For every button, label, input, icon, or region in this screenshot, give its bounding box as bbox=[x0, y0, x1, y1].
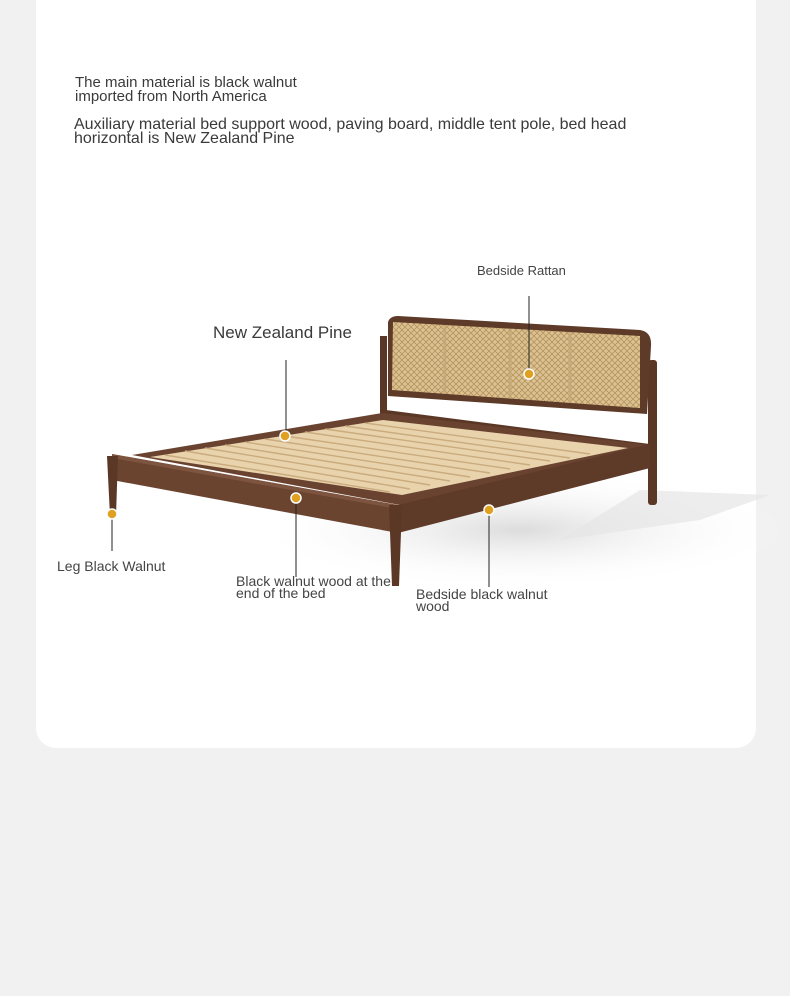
marker-end bbox=[291, 493, 301, 503]
main-material-text: The main material is black walnut imported from North America bbox=[75, 74, 297, 105]
front-left-leg bbox=[107, 456, 118, 516]
callout-leg-black-walnut: Leg Black Walnut bbox=[57, 558, 166, 574]
back-left-post bbox=[380, 336, 387, 426]
callout-bedside-rattan: Bedside Rattan bbox=[477, 263, 566, 278]
marker-leg bbox=[107, 509, 117, 519]
marker-pine bbox=[280, 431, 290, 441]
auxiliary-material-text: Auxiliary material bed support wood, paving board, middle tent pole, bed head horizontal is New Zealand Pine bbox=[74, 116, 627, 147]
marker-side bbox=[484, 505, 494, 515]
callout-end-of-bed: Black walnut wood at the end of the bed bbox=[236, 573, 391, 601]
back-right-leg bbox=[648, 360, 657, 505]
callout-new-zealand-pine: New Zealand Pine bbox=[213, 323, 352, 342]
marker-rattan bbox=[524, 369, 534, 379]
callout-bedside-walnut: Bedside black walnut wood bbox=[416, 586, 548, 614]
